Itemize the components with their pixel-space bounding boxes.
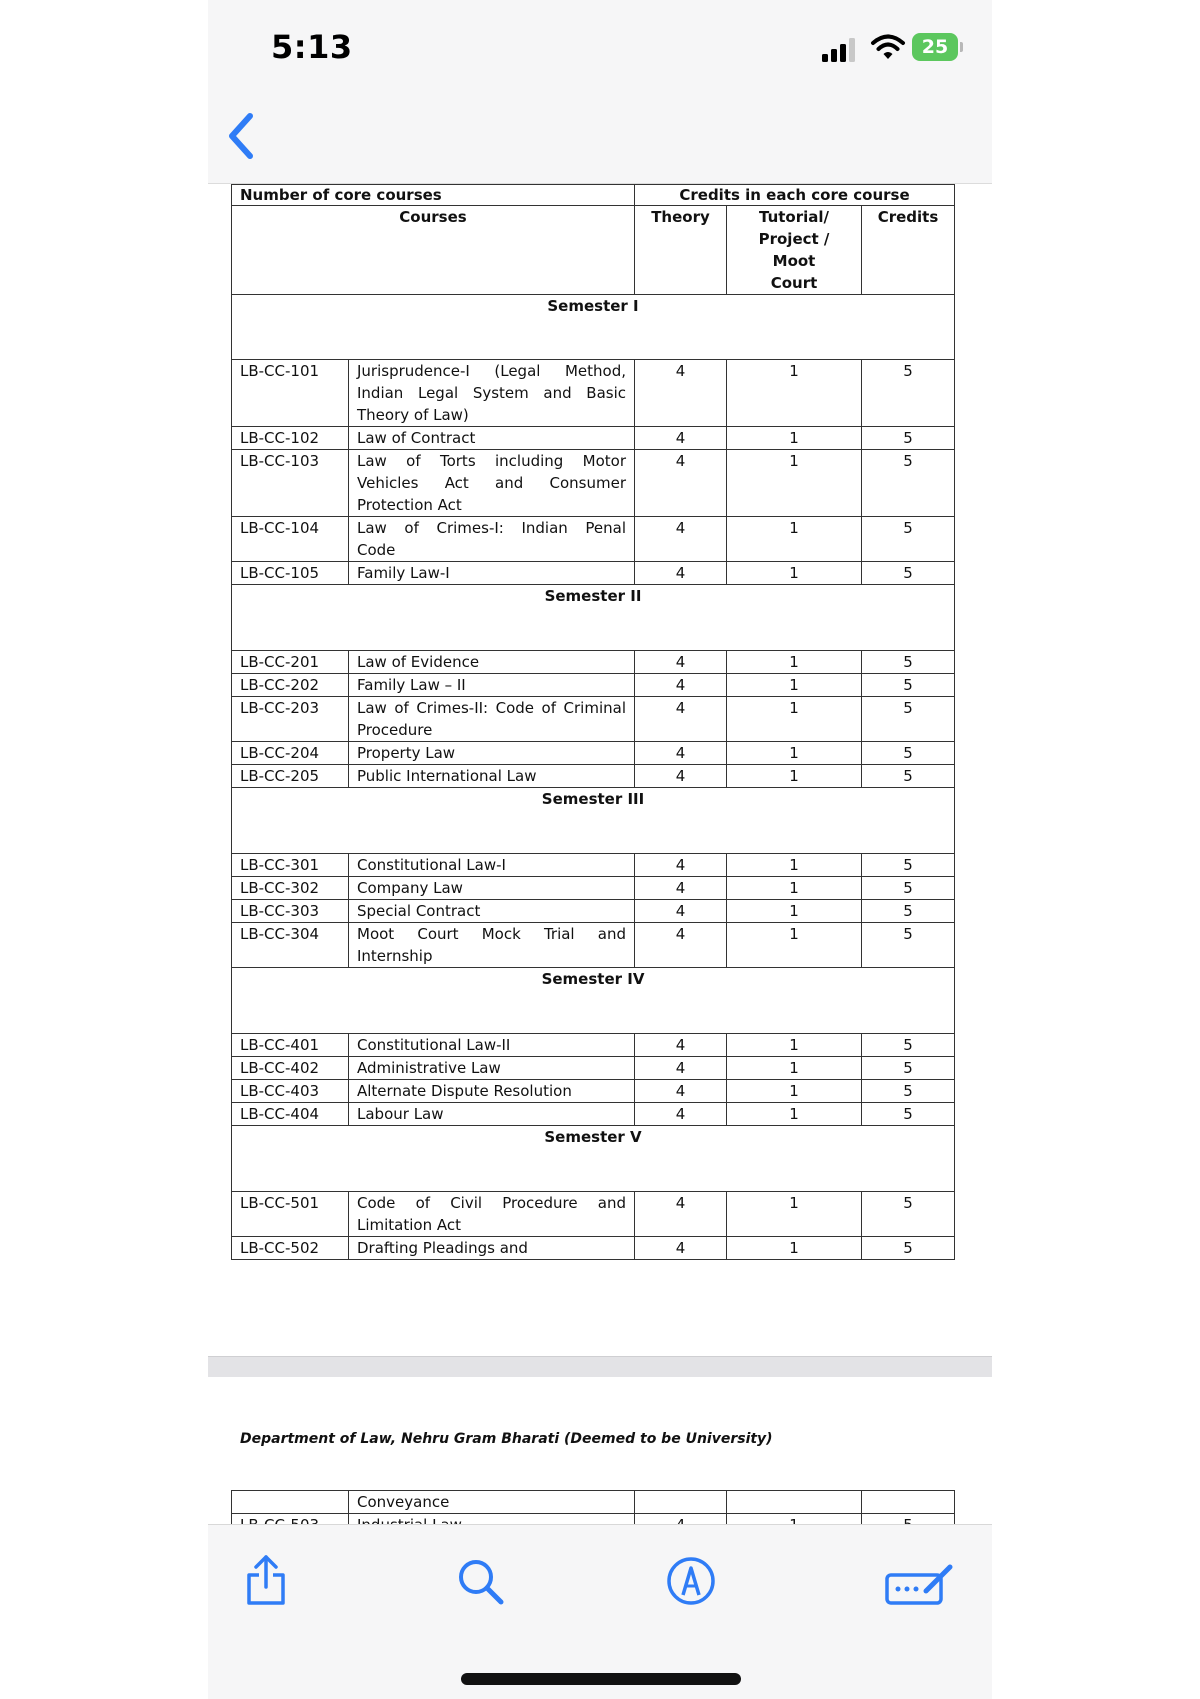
table-row: [232, 742, 955, 765]
tutorial-cell: 1: [727, 923, 862, 968]
course-name-line: Property Law: [357, 744, 456, 762]
table-row: [232, 450, 955, 517]
home-indicator: [461, 1673, 741, 1685]
course-name-line: Administrative Law: [357, 1059, 501, 1077]
course-code: LB-CC-302: [232, 877, 349, 900]
credits-cell: 5: [862, 923, 955, 968]
theory-cell: 4: [635, 651, 727, 674]
course-name: [349, 854, 635, 877]
tutorial-cell: 1: [727, 450, 862, 517]
search-icon[interactable]: [456, 1557, 506, 1607]
credits-cell: 5: [862, 360, 955, 427]
header-tutorial-line: Project / Moot: [758, 230, 830, 270]
table-row: [232, 1103, 955, 1126]
status-time: 5:13: [271, 28, 353, 66]
theory-cell: 4: [635, 877, 727, 900]
tutorial-cell: 1: [727, 1034, 862, 1057]
course-name: [349, 923, 635, 968]
header-theory: Theory: [635, 206, 727, 295]
tutorial-cell: 1: [727, 427, 862, 450]
theory-cell: 4: [635, 517, 727, 562]
semester-row: [232, 295, 955, 360]
table-subheader-row: [232, 206, 955, 295]
credits-cell: 5: [862, 697, 955, 742]
course-code: LB-CC-101: [232, 360, 349, 427]
course-name-line: Indian Legal System and Basic: [357, 384, 626, 402]
course-name: [349, 697, 635, 742]
course-code: LB-CC-105: [232, 562, 349, 585]
course-code: LB-CC-201: [232, 651, 349, 674]
credits-cell: 5: [862, 562, 955, 585]
theory-cell: 4: [635, 742, 727, 765]
course-name: [349, 877, 635, 900]
course-code: LB-CC-502: [232, 1237, 349, 1260]
course-name: [349, 562, 635, 585]
course-name-line: Protection Act: [357, 496, 462, 514]
course-code: LB-CC-202: [232, 674, 349, 697]
course-name: [349, 360, 635, 427]
theory-cell: 4: [635, 427, 727, 450]
course-name-line: Law of Crimes-II: Code of Criminal: [357, 699, 626, 717]
tutorial-cell: 1: [727, 877, 862, 900]
course-name: [349, 900, 635, 923]
course-name: [349, 450, 635, 517]
table-row: [232, 427, 955, 450]
tutorial-cell: 1: [727, 854, 862, 877]
tutorial-cell: 1: [727, 651, 862, 674]
credits-cell: 5: [862, 1237, 955, 1260]
core-courses-table: [231, 184, 955, 1260]
semester-row: [232, 968, 955, 1034]
theory-cell: 4: [635, 697, 727, 742]
course-name: [349, 1103, 635, 1126]
course-name: [349, 1237, 635, 1260]
credits-cell: 5: [862, 674, 955, 697]
tutorial-cell: 1: [727, 1080, 862, 1103]
table-row: [232, 900, 955, 923]
header-credits-in-each-core-course: Credits in each core course: [635, 185, 955, 206]
course-code: [232, 1491, 349, 1514]
theory-cell: 4: [635, 360, 727, 427]
course-name-line: Law of Contract: [357, 429, 476, 447]
credits-cell: 5: [862, 427, 955, 450]
table-row: [232, 360, 955, 427]
credits-cell: 5: [862, 1034, 955, 1057]
theory-cell: 4: [635, 1237, 727, 1260]
tutorial-cell: 1: [727, 360, 862, 427]
battery-icon: [912, 33, 964, 63]
markup-pen-icon[interactable]: [666, 1556, 716, 1606]
table-row: [232, 674, 955, 697]
credits-cell: 5: [862, 1103, 955, 1126]
theory-cell: 4: [635, 1080, 727, 1103]
battery-level: 25: [912, 33, 958, 61]
course-name: [349, 427, 635, 450]
table-row: [232, 1034, 955, 1057]
course-name-line: Family Law – II: [357, 676, 466, 694]
tutorial-cell: 1: [727, 1103, 862, 1126]
header-courses: Courses: [232, 206, 635, 295]
wifi-icon: [871, 33, 905, 61]
theory-cell: 4: [635, 854, 727, 877]
course-name-line: Procedure: [357, 721, 433, 739]
course-name-line: Company Law: [357, 879, 463, 897]
course-code: LB-CC-402: [232, 1057, 349, 1080]
pdf-page-2: [208, 1377, 992, 1524]
pdf-page-content: [208, 184, 992, 1354]
course-name-line: Internship: [357, 947, 433, 965]
theory-cell: 4: [635, 1034, 727, 1057]
course-name-line: Jurisprudence-I (Legal Method,: [357, 362, 626, 380]
course-name-line: Code: [357, 541, 396, 559]
course-name-line: Law of Crimes-I: Indian Penal: [357, 519, 626, 537]
course-code: LB-CC-303: [232, 900, 349, 923]
credits-cell: 5: [862, 854, 955, 877]
course-name: [349, 742, 635, 765]
theory-cell: 4: [635, 765, 727, 788]
credits-cell: 5: [862, 1057, 955, 1080]
course-code: LB-CC-401: [232, 1034, 349, 1057]
pdf-viewer-screen: [208, 0, 992, 1698]
course-name-line: Law of Torts including Motor: [357, 452, 626, 470]
tutorial-cell: 1: [727, 1192, 862, 1237]
credits-cell: 5: [862, 651, 955, 674]
credits-cell: 5: [862, 742, 955, 765]
table-row: [232, 1192, 955, 1237]
page-separator: [208, 1356, 992, 1378]
tutorial-cell: 1: [727, 1057, 862, 1080]
course-name-line: Code of Civil Procedure and: [357, 1194, 626, 1212]
course-code: LB-CC-301: [232, 854, 349, 877]
header-number-of-core-courses: Number of core courses: [232, 185, 635, 206]
course-name-line: Vehicles Act and Consumer: [357, 474, 626, 492]
tutorial-cell: 1: [727, 674, 862, 697]
bottom-toolbar: [208, 1524, 992, 1699]
course-name-line: Alternate Dispute Resolution: [357, 1082, 572, 1100]
course-name-line: Theory of Law): [357, 406, 469, 424]
footer-department: Department of Law, Nehru Gram Bharati (Deemed to be University): [240, 1431, 773, 1447]
table-row: [232, 854, 955, 877]
course-name: [349, 1080, 635, 1103]
credits-cell: 5: [862, 877, 955, 900]
tutorial-cell: 1: [727, 697, 862, 742]
table-row: [232, 517, 955, 562]
tutorial-cell: 1: [727, 562, 862, 585]
table-row: [232, 1491, 955, 1514]
credits-cell: 5: [862, 1192, 955, 1237]
theory-cell: 4: [635, 562, 727, 585]
table-row: [232, 923, 955, 968]
course-name-line: Constitutional Law-I: [357, 856, 506, 874]
table-row: [232, 1237, 955, 1260]
course-name-line: Limitation Act: [357, 1216, 462, 1234]
header-credits: Credits: [862, 206, 955, 295]
credits-cell: [862, 1491, 955, 1514]
theory-cell: [635, 1491, 727, 1514]
course-name: [349, 651, 635, 674]
annotate-edit-icon[interactable]: [884, 1561, 956, 1607]
semester-title: Semester I: [232, 295, 955, 360]
course-name: [349, 1057, 635, 1080]
cellular-signal-icon: [822, 38, 862, 62]
theory-cell: 4: [635, 1192, 727, 1237]
header-tutorial-line: Court: [770, 274, 818, 292]
battery-tip: [960, 42, 963, 52]
course-code: LB-CC-204: [232, 742, 349, 765]
header-tutorial: [727, 206, 862, 295]
credits-cell: 5: [862, 1080, 955, 1103]
semester-title: Semester IV: [232, 968, 955, 1034]
theory-cell: 4: [635, 923, 727, 968]
course-code: LB-CC-404: [232, 1103, 349, 1126]
course-code: LB-CC-501: [232, 1192, 349, 1237]
credits-cell: 5: [862, 450, 955, 517]
credits-cell: 5: [862, 765, 955, 788]
course-code: LB-CC-103: [232, 450, 349, 517]
table-row: [232, 697, 955, 742]
course-name-line: Public International Law: [357, 767, 537, 785]
course-name: [349, 674, 635, 697]
course-name-line: Law of Evidence: [357, 653, 480, 671]
back-chevron-icon[interactable]: [226, 112, 256, 160]
share-icon[interactable]: [244, 1553, 288, 1607]
credits-cell: 5: [862, 517, 955, 562]
table-row: [232, 1080, 955, 1103]
course-name: Conveyance: [349, 1491, 635, 1514]
course-name: [349, 1034, 635, 1057]
course-name-line: Drafting Pleadings and: [357, 1239, 528, 1257]
course-name-line: Moot Court Mock Trial and: [357, 925, 626, 943]
table-row: [232, 1057, 955, 1080]
course-rows: [232, 295, 955, 1260]
course-code: LB-CC-205: [232, 765, 349, 788]
course-code: LB-CC-104: [232, 517, 349, 562]
tutorial-cell: 1: [727, 517, 862, 562]
course-name: [349, 765, 635, 788]
table-header-row: [232, 185, 955, 206]
course-name: [349, 1192, 635, 1237]
course-name: [349, 517, 635, 562]
semester-row: [232, 585, 955, 651]
course-name-line: Special Contract: [357, 902, 481, 920]
theory-cell: 4: [635, 450, 727, 517]
table-row: [232, 651, 955, 674]
semester-row: [232, 1126, 955, 1192]
theory-cell: 4: [635, 674, 727, 697]
course-code: LB-CC-403: [232, 1080, 349, 1103]
theory-cell: 4: [635, 1103, 727, 1126]
tutorial-cell: [727, 1491, 862, 1514]
semester-row: [232, 788, 955, 854]
table-row: [232, 765, 955, 788]
header-tutorial-line: Tutorial/: [758, 208, 830, 226]
table-row: [232, 877, 955, 900]
tutorial-cell: 1: [727, 900, 862, 923]
semester-title: Semester V: [232, 1126, 955, 1192]
course-name-line: Constitutional Law-II: [357, 1036, 511, 1054]
top-bar: [208, 0, 992, 184]
semester-title: Semester III: [232, 788, 955, 854]
semester-title: Semester II: [232, 585, 955, 651]
course-name-line: Family Law-I: [357, 564, 450, 582]
tutorial-cell: 1: [727, 765, 862, 788]
credits-cell: 5: [862, 900, 955, 923]
tutorial-cell: 1: [727, 742, 862, 765]
course-code: LB-CC-304: [232, 923, 349, 968]
course-code: LB-CC-203: [232, 697, 349, 742]
theory-cell: 4: [635, 900, 727, 923]
course-name-line: Labour Law: [357, 1105, 444, 1123]
theory-cell: 4: [635, 1057, 727, 1080]
table-row: [232, 562, 955, 585]
course-code: LB-CC-102: [232, 427, 349, 450]
tutorial-cell: 1: [727, 1237, 862, 1260]
